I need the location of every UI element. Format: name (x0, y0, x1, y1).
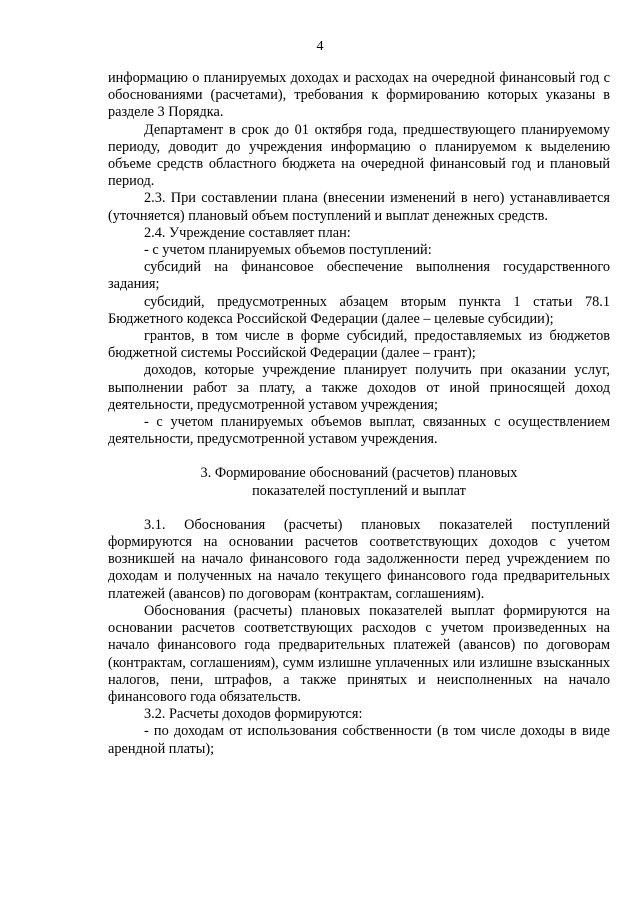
paragraph: 2.3. При составлении плана (внесении изменений в него) устанавливается (уточняется) плановый объем поступлений и выплат денежных средств. (108, 190, 610, 224)
paragraph: 2.4. Учреждение составляет план: (144, 224, 351, 241)
paragraph: 3.2. Расчеты доходов формируются: (144, 706, 363, 723)
page-number: 4 (316, 39, 324, 54)
paragraph: субсидий на финансовое обеспечение выполнения государственного задания; (108, 259, 610, 293)
paragraph: Департамент в срок до 01 октября года, предшествующего планируемому периоду, доводит до учреждения информацию о планируемом к выделению объеме средств областного бюджета на очередной финансовый год и плановый период. (108, 121, 610, 190)
paragraph: Обоснования (расчеты) плановых показателей выплат формируются на основании расчетов соответствующих расходов с учетом произведенных на начало финансового года предварительных платежей (авансов) по договорам (контрактам, соглашениям), сумм излишне уплаченных или излишне взысканных налогов, пени, штрафов, а также принятых и неисполненных на начало финансового года обязательств. (108, 602, 610, 705)
paragraph: - по доходам от использования собственности (в том числе доходы в виде арендной платы); (108, 723, 610, 757)
document-body (108, 70, 610, 758)
paragraph: доходов, которые учреждение планирует получить при оказании услуг, выполнении работ за плату, а также доходов от иной приносящей доход деятельности, предусмотренной уставом учреждения; (108, 362, 610, 413)
paragraph: субсидий, предусмотренных абзацем вторым пункта 1 статьи 78.1 Бюджетного кодекса Российской Федерации (далее – целевые субсидии); (108, 293, 610, 327)
paragraph: грантов, в том числе в форме субсидий, предоставляемых из бюджетов бюджетной системы Российской Федерации (далее – грант); (108, 328, 610, 362)
section-heading (108, 465, 610, 499)
paragraph: 3.1. Обоснования (расчеты) плановых показателей поступлений формируются на основании расчетов соответствующих доходов с учетом возникшей на начало финансового года задолженности перед учреждением по доходам и полученных на начало текущего финансового года предварительных платежей (авансов) по договорам (контрактам, соглашениям). (108, 516, 610, 602)
paragraph: информацию о планируемых доходах и расходах на очередной финансовый год с обоснованиями (расчетами), требования к формированию которых указаны в разделе 3 Порядка. (108, 70, 610, 121)
paragraph: - с учетом планируемых объемов поступлений: (144, 242, 432, 259)
section-heading-line1: 3. Формирование обоснований (расчетов) плановых (200, 465, 518, 482)
paragraph: - с учетом планируемых объемов выплат, связанных с осуществлением деятельности, предусмотренной уставом учреждения. (108, 414, 610, 448)
section-heading-line2: показателей поступлений и выплат (252, 482, 466, 499)
